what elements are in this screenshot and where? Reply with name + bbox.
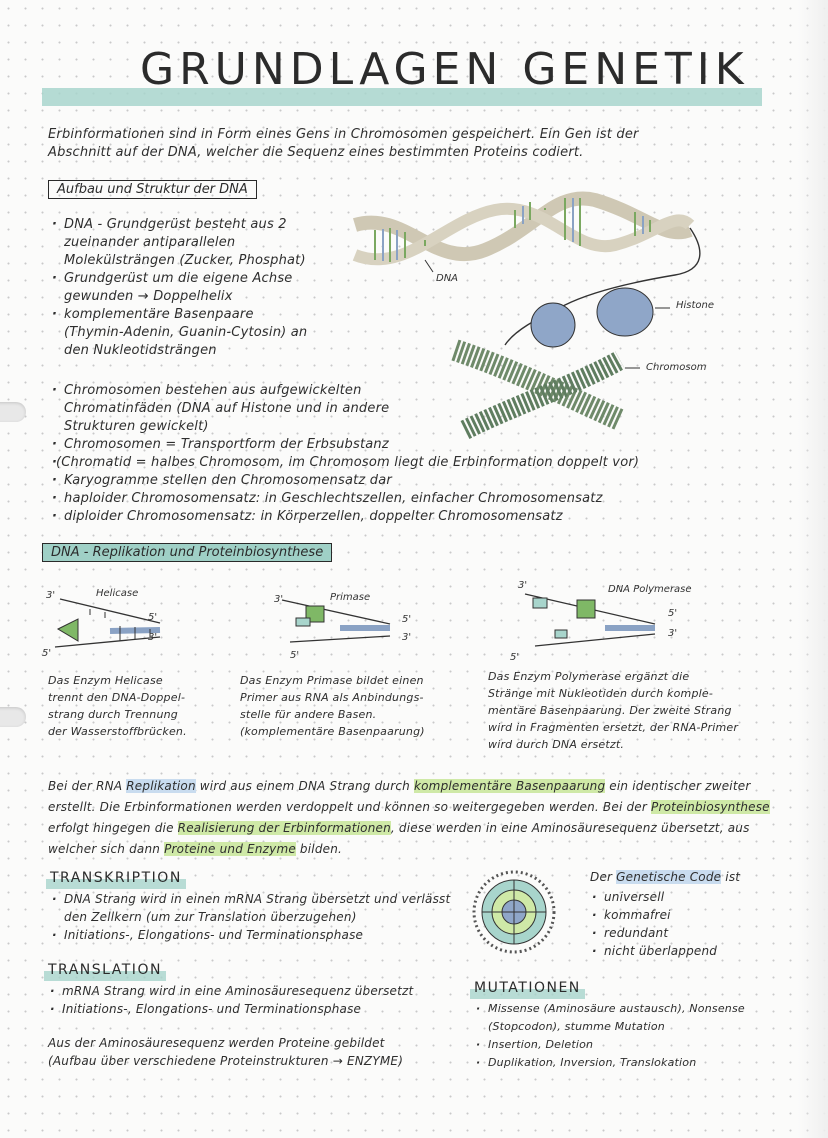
caption-line: Das Enzym Polymerase ergänzt die [488,670,690,683]
highlight-basenpaarung: komplementäre Basenpaarung [413,779,606,793]
caption-line: trennt den DNA-Doppel- [48,691,186,704]
label-dna: DNA [436,273,459,284]
helicase-5prime-right: 5' [148,612,158,623]
polymerase-label: DNA Polymerase [608,584,692,595]
intro-line-2: Abschnitt auf der DNA, welcher die Sequenz eines bestimmten Proteins codiert. [48,145,584,160]
dna-structure-list [50,216,315,360]
label-histone: Histone [676,300,715,311]
list-item: · haploider Chromosomensatz: in Geschlechtszellen, einfacher Chromosomensatz [50,490,730,508]
genetic-code-heading: Der Genetische Code ist [590,870,741,884]
list-item: · mRNA Strang wird in eine Aminosäuresequenz übersetzt [48,982,468,1000]
list-item: · Initiations-, Elongations- und Terminationsphase [50,926,460,944]
primase-caption [240,672,460,740]
primase-3prime-top: 3' [274,594,284,605]
caption-line: der Wasserstoffbrücken. [48,725,187,738]
histone-right-icon [597,288,653,336]
mutationen-list [474,1000,774,1072]
summary-line: (Aufbau über verschiedene Proteinstrukturen → ENZYME) [48,1054,404,1068]
list-item: · Missense (Aminosäure austausch), Nonsense (Stopcodon), stumme Mutation [474,1000,774,1036]
highlight-replikation: Replikation [126,779,196,793]
translation-list [48,982,468,1018]
caption-line: Das Enzym Helicase [48,674,163,687]
helicase-5prime-left: 5' [42,648,52,659]
list-item: · Chromosomen = Transportform der Erbsubstanz [50,436,730,454]
list-item: · nicht überlappend [590,942,717,960]
chromosome-list [50,382,730,526]
intro-line-1: Erbinformationen sind in Form eines Gens in Chromosomen gespeichert. Ein Gen ist der [48,127,639,142]
highlight-realisierung: Realisierung der Erbinformationen [177,821,391,835]
histone-left-icon [531,303,575,347]
punch-hole-bottom [0,707,26,727]
caption-line: mentäre Basenpaarung. Der zweite Strang [488,704,732,717]
dna-helix [355,198,690,262]
list-item: · Karyogramme stellen den Chromosomensatz dar [50,472,730,490]
list-item: · Duplikation, Inversion, Translokation [474,1054,774,1072]
list-item: · Insertion, Deletion [474,1036,774,1054]
punch-hole-top [0,402,26,422]
highlight-proteine-enzyme: Proteine und Enzyme [164,842,296,856]
page-title: GRUNDLAGEN GENETIK [140,44,749,95]
helicase-icon [58,619,78,641]
translation-summary [48,1034,468,1070]
helicase-3prime-right: 3' [148,632,158,643]
polymerase-caption [488,668,778,753]
translation-heading: TRANSLATION [48,962,162,978]
caption-line: stelle für andere Basen. [240,708,377,721]
primase-3prime-right: 3' [402,632,412,643]
mutationen-heading: MUTATIONEN [474,980,581,996]
list-item: · komplementäre Basenpaare (Thymin-Adenin, Guanin-Cytosin) an den Nukleotidsträngen [50,306,315,360]
helicase-3prime-top: 3' [46,590,56,601]
caption-line: Das Enzym Primase bildet einen [240,674,424,687]
caption-line: Primer aus RNA als Anbindungs- [240,691,424,704]
caption-line: wird in Fragmenten ersetzt, der RNA-Primer [488,721,739,734]
primase-5prime-right: 5' [402,614,412,625]
polymerase-5prime-left: 5' [510,652,520,663]
section-heading-replication: DNA - Replikation und Proteinbiosynthese [42,543,332,562]
highlight-genetic-code: Genetische Code [616,870,722,884]
list-item: · Initiations-, Elongations- und Terminationsphase [48,1000,468,1018]
primase-label: Primase [330,592,371,603]
paper-edge-shadow [798,0,828,1138]
transkription-heading: TRANSKRIPTION [50,870,182,886]
polymerase-icon [577,600,595,618]
transkription-list [50,890,460,944]
section-heading-dna-structure: Aufbau und Struktur der DNA [48,180,257,199]
polymerase-3prime-top: 3' [518,580,528,591]
caption-line: strang durch Trennung [48,708,178,721]
list-item: · kommafrei [590,906,717,924]
list-item: · (Chromatid = halbes Chromosom, im Chromosom liegt die Erbinformation doppelt vor) [50,454,730,472]
caption-line: (komplementäre Basenpaarung) [240,725,425,738]
replication-paragraph: Bei der RNA Replikation wird aus einem DNA Strang durch komplementäre Basenpaarung ein identischer zweiter erstellt. Die Erbinformationen werden verdoppelt und können so weitergegeben werden. Bei der Proteinbiosynthese erfolgt hingegen die Realisierung der Erbinformationen, diese werden in eine Aminosäuresequenz übersetzt, aus welcher sich dann Proteine und Enzyme bilden. [48,779,770,856]
intro-text [48,126,768,162]
list-item: · DNA - Grundgerüst besteht aus 2 zueinander antiparallelen Molekülsträngen (Zucker, Phosphat) [50,216,315,270]
summary-line: Aus der Aminosäuresequenz werden Proteine gebildet [48,1036,385,1050]
primase-5prime-left: 5' [290,650,300,661]
list-item: · Chromosomen bestehen aus aufgewickelten Chromatinfäden (DNA auf Histone und in andere Strukturen gewickelt) [50,382,404,436]
genetic-code-sun-icon [470,868,558,956]
helicase-label: Helicase [96,588,139,599]
caption-line: wird durch DNA ersetzt. [488,738,625,751]
list-item: · Grundgerüst um die eigene Achse gewunden → Doppelhelix [50,270,315,306]
caption-line: Stränge mit Nukleotiden durch komple- [488,687,714,700]
genetic-code-list [590,888,717,960]
helicase-caption [48,672,218,740]
polymerase-3prime-right: 3' [668,628,678,639]
list-item: · DNA Strang wird in einen mRNA Strang übersetzt und verlässt den Zellkern (um zur Translation überzugehen) [50,890,460,926]
polymerase-5prime-right: 5' [668,608,678,619]
highlight-proteinbiosynthese: Proteinbiosynthese [651,800,770,814]
list-item: · universell [590,888,717,906]
list-item: · redundant [590,924,717,942]
label-chromosom: Chromosom [646,362,707,373]
list-item: · diploider Chromosomensatz: in Körperzellen, doppelter Chromosomensatz [50,508,730,526]
